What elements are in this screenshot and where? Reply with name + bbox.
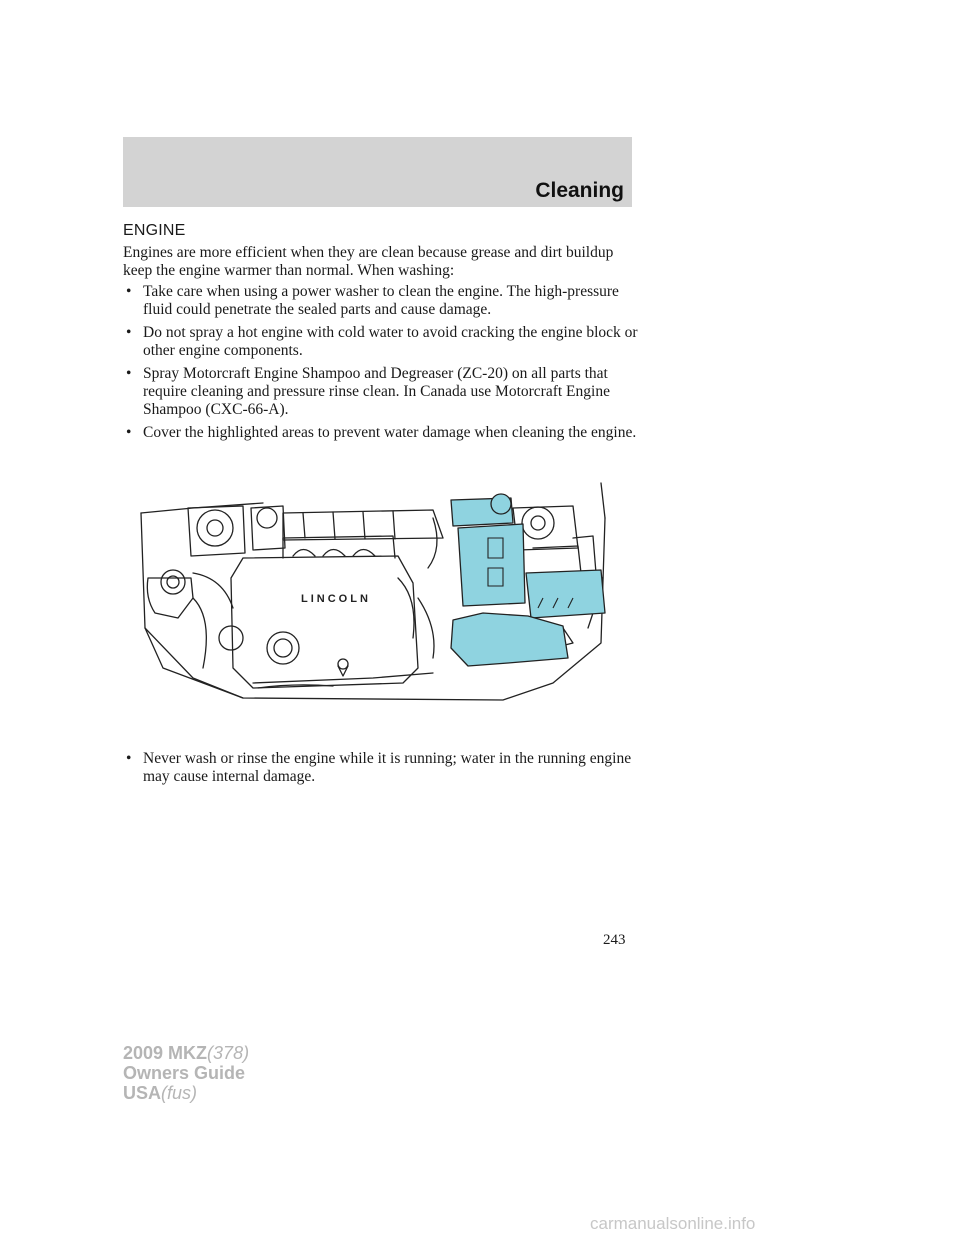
- list-item: [123, 750, 643, 786]
- bullet-glyph: •: [126, 324, 132, 341]
- page-number: 243: [603, 932, 626, 948]
- highlight-cap: [491, 494, 511, 514]
- footer-line-guide: [123, 1063, 249, 1083]
- bullet-glyph: •: [126, 424, 132, 441]
- section-header-band: [123, 137, 632, 207]
- engine-compartment-illustration: [133, 478, 633, 728]
- bullet-list: [123, 283, 643, 442]
- highlight-battery: [458, 524, 525, 606]
- intro-paragraph: Engines are more efficient when they are clean because grease and dirt buildup keep the engine warmer than normal. When washing:: [123, 244, 614, 279]
- list-item-text: Cover the highlighted areas to prevent water damage when cleaning the engine.: [143, 424, 637, 441]
- footer-model-code: (378): [207, 1043, 250, 1063]
- list-item-text: Spray Motorcraft Engine Shampoo and Degreaser (ZC-20) on all parts that require cleaning and pressure rinse clean. In Canada use Motorcraft Engine Shampoo (CXC-66-A).: [143, 365, 610, 418]
- engine-cover-label: LINCOLN: [301, 593, 371, 605]
- highlight-control-module: [451, 613, 568, 666]
- list-item: [123, 324, 643, 360]
- document-footer: [123, 1043, 249, 1103]
- highlighted-areas: [451, 494, 605, 666]
- bullet-glyph: •: [126, 283, 132, 300]
- watermark: carmanualsonline.info: [590, 1214, 756, 1233]
- footer-guide: Owners Guide: [123, 1063, 246, 1083]
- list-item: [123, 365, 643, 419]
- list-item-text: Never wash or rinse the engine while it is running; water in the running engine may cause internal damage.: [143, 750, 632, 785]
- highlight-fuse-box: [526, 570, 605, 618]
- list-item-text: Do not spray a hot engine with cold water to avoid cracking the engine block or other engine components.: [143, 324, 638, 359]
- bullet-glyph: •: [126, 365, 132, 382]
- footer-line-model: [123, 1043, 249, 1063]
- body-text: [123, 244, 643, 447]
- footer-region: USA: [123, 1083, 162, 1103]
- list-item-text: Take care when using a power washer to clean the engine. The high-pressure fluid could penetrate the sealed parts and cause damage.: [143, 283, 619, 318]
- section-title: Cleaning: [535, 179, 624, 202]
- footer-line-region: [123, 1083, 249, 1103]
- body-text-continued: [123, 750, 643, 791]
- section-heading: ENGINE: [123, 222, 186, 239]
- list-item: [123, 283, 643, 319]
- list-item: [123, 424, 643, 442]
- bullet-glyph: •: [126, 750, 132, 767]
- footer-region-code: (fus): [161, 1083, 198, 1103]
- footer-model: 2009 MKZ: [123, 1043, 208, 1063]
- bullet-list: [123, 750, 643, 786]
